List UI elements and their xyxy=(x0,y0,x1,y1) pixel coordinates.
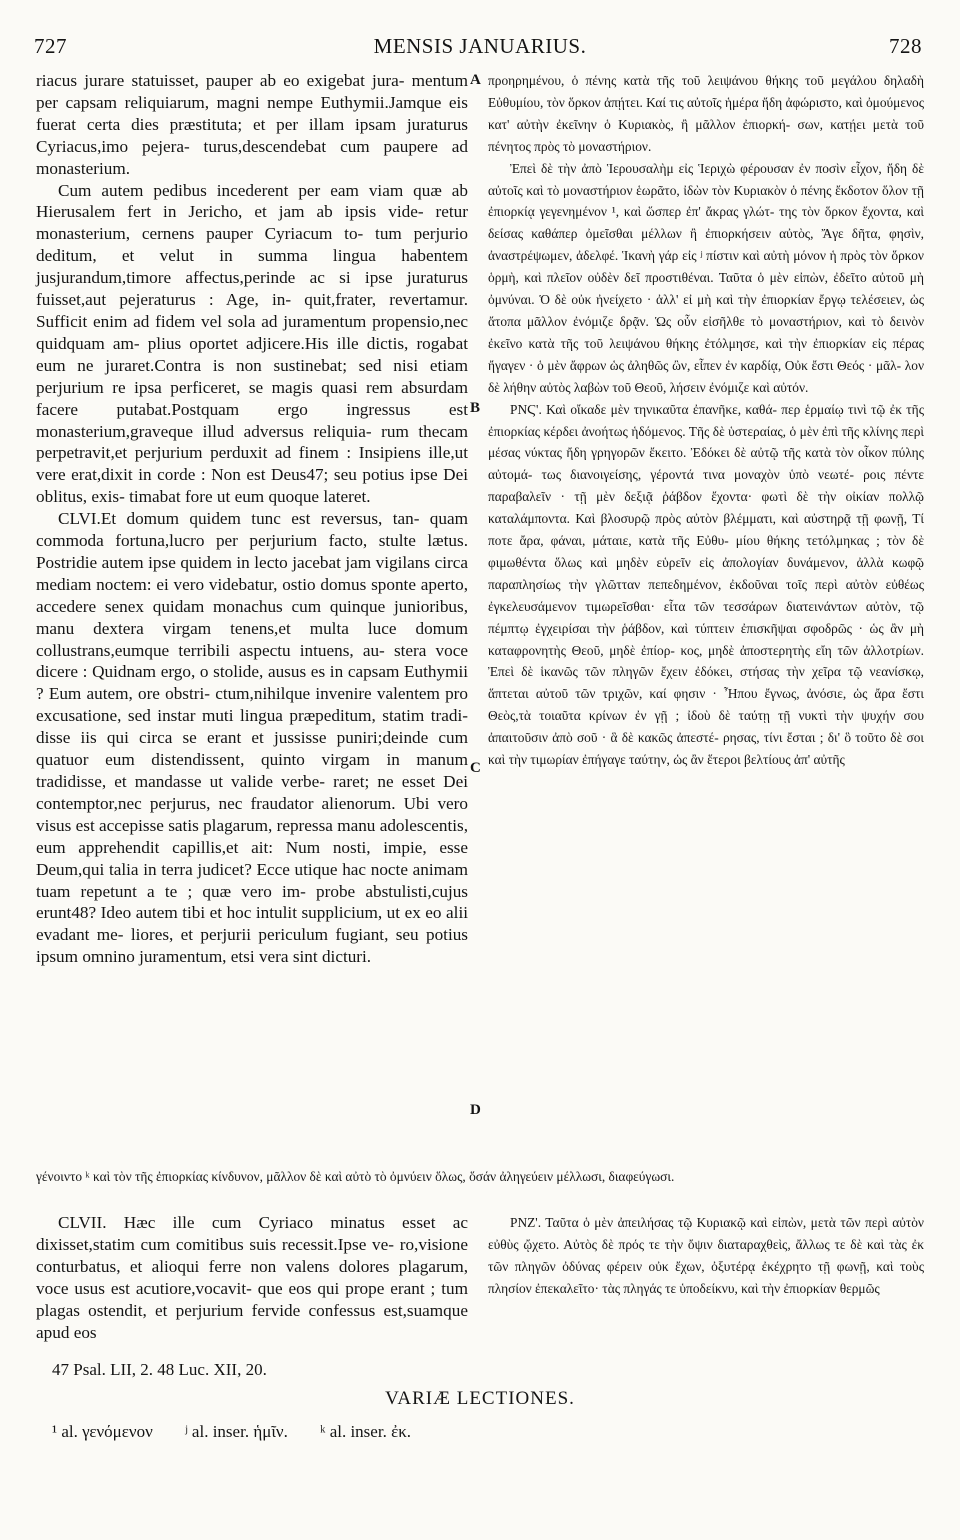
greek-column xyxy=(488,70,924,771)
footnotes: 47 Psal. LII, 2. 48 Luc. XII, 20. xyxy=(52,1360,267,1379)
latin-paragraph-1: riacus jurare statuisset, pauper ab eo exigebat jura- mentum per capsam reliquiarum, magni nempe Euthymii.Jamque eis fuerat certa dies præstituta; et per illam ipsam juraturus Cyriacus,imo pejera- turus,descendebat cum paupere ad monasterium. xyxy=(36,71,468,178)
greek-paragraph-1: προηρημένου, ὁ πένης κατὰ τῆς τοῦ λειψάνου θήκης τοῦ μεγάλου δηλαδὴ Εὐθυμίου, τὸν ὅρκον ἀπῄτει. Καί τις αὐτοῖς ἡμέρα ἤδη ἀφώριστο, καὶ ὀμούμενος κατ' αὐτὴν ἐκεῖνην ὁ Κυριακὸς, ἢ μᾶλλον ἐπιορκή- σων, κατῄει μετὰ τοῦ πένητος πρὸς τὸ μοναστήριον. xyxy=(488,73,924,154)
margin-mark-a: A xyxy=(470,72,481,88)
variae-lectiones xyxy=(52,1422,439,1442)
margin-mark-b: B xyxy=(470,400,481,416)
page-header xyxy=(0,34,960,64)
greek-spanning-line: γένοιντο ᵏ καὶ τὸν τῆς ἐπιορκίας κίνδυνον, μᾶλλον δὲ καὶ αὐτὸ τὸ ὀμνύειν ὅλως, ὅσάν ἀληγεύειν μέλλωσι, διαφεύγωσι. xyxy=(36,1169,675,1184)
greek-column-lower xyxy=(488,1212,924,1300)
latin-paragraph-3: CLVI.Et domum quidem tunc est reversus, tan- quam commoda fortuna,lucro per perjurium facto, stulte lætus. Postridie autem ipse quidem in lecto jacebat jam vigilans circa mediam noctem: ei vero videbatur, ostio domus sponte aperto, accedere senex quidam monachus cum quinque junioribus, manu dextera virgam tenens,et multa luce domum collustrans,eumque terribili aspectu intuens, au- stera voce dicere : Quidnam ergo, o stolide, ausus es in capsam Euthymii ? Eum autem, ore obstri- ctum,nihilque invenire valentem pro excusatione, sed instar muti lingua præpeditum, statim tradi- disse iis qui circa se erant et jussisse puniri;deinde cum quatuor eum distendissent, quinto virgam in manum tradidisse, et mandasse ut valide verbe- raret; ne esset Dei contemptor,nec perjurus, nec fraudator alienorum. Ubi vero visus est accepisse satis plagarum, repressa manu adolescentis, eum apprehendit capillis,et ait: Num nosti, impie, esse Deum,qui talia in terra judicet? Ecce utique hac nocte animam tuam repetunt a te ; quæ vero im- probe abstulisti,cujus erunt48? Ideo autem tibi et hoc intulit supplicium, ut ex eo alii evadant me- liores, et perjurii periculum fugiant, seu potius ipsum omnino juramentum, etsi vera sint dicturi. xyxy=(36,509,468,967)
greek-paragraph-4: ΡΝΖ'. Ταῦτα ὁ μὲν ἀπειλήσας τῷ Κυριακῷ καὶ εἰπὼν, μετὰ τῶν περὶ αὐτὸν εὐθὺς ᾤχετο. Αὐτὸς δὲ πρός τε τὴν ὄψιν διαταραχθεὶς, ἄλλως τε δὲ καὶ τὰς ἐκ τῶν πληγῶν ὀδύνας φέρειν οὐκ ἔχων, ὀξυτέρᾳ ἐκέχρητο τῇ φωνῇ, καὶ τοὺς πλησίον ἐπεκαλεῖτο· τὰς πληγάς τε ὑποδείκνυ, καὶ τὴν ἐπιορκίαν θερμῶς xyxy=(488,1215,924,1296)
greek-paragraph-3: ΡΝϚ'. Καὶ οἴκαδε μὲν τηνικαῦτα ἐπανῆκε, καθά- περ ἑρμαίῳ τινὶ τῷ ἐκ τῆς ἐπιορκίας κέρδει ἀνοήτως ἡδόμενος. Τῆς δὲ ὑστεραίας, ὁ μὲν ἐπὶ τῆς κλίνης περὶ μέσας νύκτας ἤδη γρηγορῶν ἔκειτο. Ἐδόκει δὲ αὐτῷ τῆς κατὰ τὸν οἶκον πύλης αὐτομά- τως διανοιγείσης, γέροντά τινα μοναχὸν ὑπὸ νεωτέ- ροις πέντε παραβαλεῖν · τῇ μὲν δεξιᾷ ῥάβδον ἔχοντα· φωτὶ δὲ τὴν οἰκίαν πολλῷ καταλάμποντα. Καὶ βλοσυρῷ πρὸς αὐτὸν βλέμματι, καὶ αὐστηρᾷ τῇ φωνῇ, Τί ποτε ἄρα, φάναι, μάταιε, κατὰ τῆς Εὐθυ- μίου θήκης τετόλμηκας ; τὸν δὲ φιμωθέντα ὅλως καὶ μηδὲν εὑρεῖν εἰς ἀπολογίαν δυνάμενον, ἀλλὰ κωφῷ παραπλησίως τὴν γλῶτταν πεπεδημένον, ἐκδοῦναι τοῖς περὶ αὐτὸν εὐθέως ἐγκελευσάμενον τιμωρεῖσθαι· εἶτα τῶν τεσσάρων διατεινάντων αὐτὸν, τῷ πέμπτῳ ἐγχειρίσαι τὴν ῥάβδον, καὶ τύπτειν ἐπισκῆψαι σφοδρῶς · ὡς ἂν μὴ καταφρονητὴς Θεοῦ, μηδὲ ἐπίορ- κος, μηδὲ ἀποστερητὴς εἴη τῶν ἀλλοτρίων. Ἐπεὶ δὲ ἱκανῶς τῶν πληγῶν ἔχειν ἐδόκει, στήσας τὴν χεῖρα τῷ νεανίσκῳ, ἅπτεται αὐτοῦ τῶν τριχῶν, καί φησιν · Ἦπου ἔγνως, ἀνόσιε, ὡς ἄρα ἔστι Θεὸς,τὰ τοιαῦτα κρίνων ἐν γῇ ; ἰδοὺ δὲ ταύτῃ τῇ νυκτὶ τὴν ψυχήν σου ἀπαιτοῦσιν ἀπὸ σοῦ · ἃ δὲ κακῶς ἀπεστέ- ρησας, τίνι ἔσται ; δι' ὃ τοῦτο δὲ σοι καὶ τὴν τιμωρίαν ἐπήγαγε ταύτην, ὡς ἂν ἕτεροι βελτίους ἀπ' αὐτῆς xyxy=(488,401,924,768)
latin-column xyxy=(36,70,468,968)
latin-paragraph-4: CLVII. Hæc ille cum Cyriaco minatus esset ac dixisset,statim cum comitibus suis recessit.Ipse ve- ro,visione conturbatus, et alioqui ferre non valens dolores plagarum, voce usus est acutiore,vocavit- que eos qui prope erant ; tum plagas ostendit, et perjurium fervide confessus est,suamque apud eos xyxy=(36,1213,468,1342)
left-page-number: 727 xyxy=(34,34,67,58)
latin-column-lower xyxy=(36,1212,468,1343)
running-title: MENSIS JANUARIUS. xyxy=(373,34,587,58)
variae-lectiones-title: VARIÆ LECTIONES. xyxy=(385,1388,575,1409)
right-page-number: 728 xyxy=(889,34,922,58)
margin-mark-d: D xyxy=(470,1102,481,1118)
margin-mark-c: C xyxy=(470,760,481,776)
variant-reading: ʲ al. inser. ἡμῖν. xyxy=(185,1422,288,1441)
greek-paragraph-2: Ἐπεὶ δὲ τὴν ἀπὸ Ἱερουσαλὴμ εἰς Ἱεριχὼ φέρουσαν ἐν ποσὶν εἶχον, ἤδη δὲ αὐτοῖς καὶ τὸ μοναστήριον ἑωρᾶτο, ἰδὼν τὸν Κυριακὸν ὁ πένης ἔκδοτον ὅλον τῇ ἐπιορκίᾳ γεγενημένον ¹, καὶ ὥσπερ ἐπ' ἄκρας γλώτ- της τὸν ὅρκον ἔχοντα, καὶ δείσας καθάπερ ὀμεῖσθαι μέλλων ἢ ἐπιορκήσειν αὐτὸς, Ἄγε δῆτα, φησὶν, ἀναστρέψωμεν, ἀδελφέ. Ἱκανὴ γάρ εἰς ʲ πίστιν καὶ αὐτὴ μόνον ἡ πρὸς τὸν ὅρκον ὁρμὴ, καὶ πλεῖον οὐδὲν δεῖ προστιθέναι. Ταῦτα ὁ μὲν εἰπὼν, ἐδεῖτο αὐτοῦ μὴ ὀμνύναι. Ὁ δὲ οὐκ ἠνείχετο · ἀλλ' εἰ μὴ καὶ τὴν ἐπιορκίαν ἔργῳ τελέσειεν, ὡς ἄτοπα μᾶλλον ἐνόμιζε δρᾷν. Ὡς οὖν εἰσῆλθε τὸ μοναστήριον, καὶ τὸ δεινὸν ἐκεῖνο κατὰ τῆς τοῦ λειψάνου θήκης ἐτόλμησε, καὶ τὴν ἐπιορκίαν εἰς πέρας ἤγαγεν · ὁ μὲν ἄφρων ὡς ἀληθῶς ὢν, εἶπεν ἐν καρδίᾳ, Οὐκ ἔστι Θεός · μᾶλ- λον δὲ λήθην αὐτὸς λαβὼν τοῦ Θεοῦ, λήσειν ἐνόμιζε καὶ αὐτόν. xyxy=(488,160,924,395)
latin-paragraph-2: Cum autem pedibus incederent per eam viam quæ ab Hierusalem fert in Jericho, et jam ab ipsis vide- retur monasterium, cernens pauper Cyriacum to- tum perjurio deditum, et velut in summa lingua habentem jusjurandum,timore affectus,perinde ac si ipse juraturus fuisset,aut pejeraturus : Age, in- quit,frater, revertamur. Sufficit enim ad fidem vel sola ad juramentum propensio,nec quidquam am- plius oportet adjicere.His ille dictis, rogabat eum ne juraret.Contra is non sustinebat; sed nisi etiam perjurium re ipsa perficeret, se magis quasi rem absurdam facere putabat.Postquam ergo ingressus est monasterium,graveque illud adversus reliquia- rum thecam perpetravit,et perjurium perduxit ad finem : Insipiens ille,ut vere erat,dixit in corde : Non est Deus47; seu potius ipse Dei oblitus, exis- timabat fore ut eum quoque lateret. xyxy=(36,180,468,507)
variant-reading: ¹ al. γενόμενον xyxy=(52,1422,153,1441)
variant-reading: ᵏ al. inser. ἐκ. xyxy=(320,1422,412,1441)
